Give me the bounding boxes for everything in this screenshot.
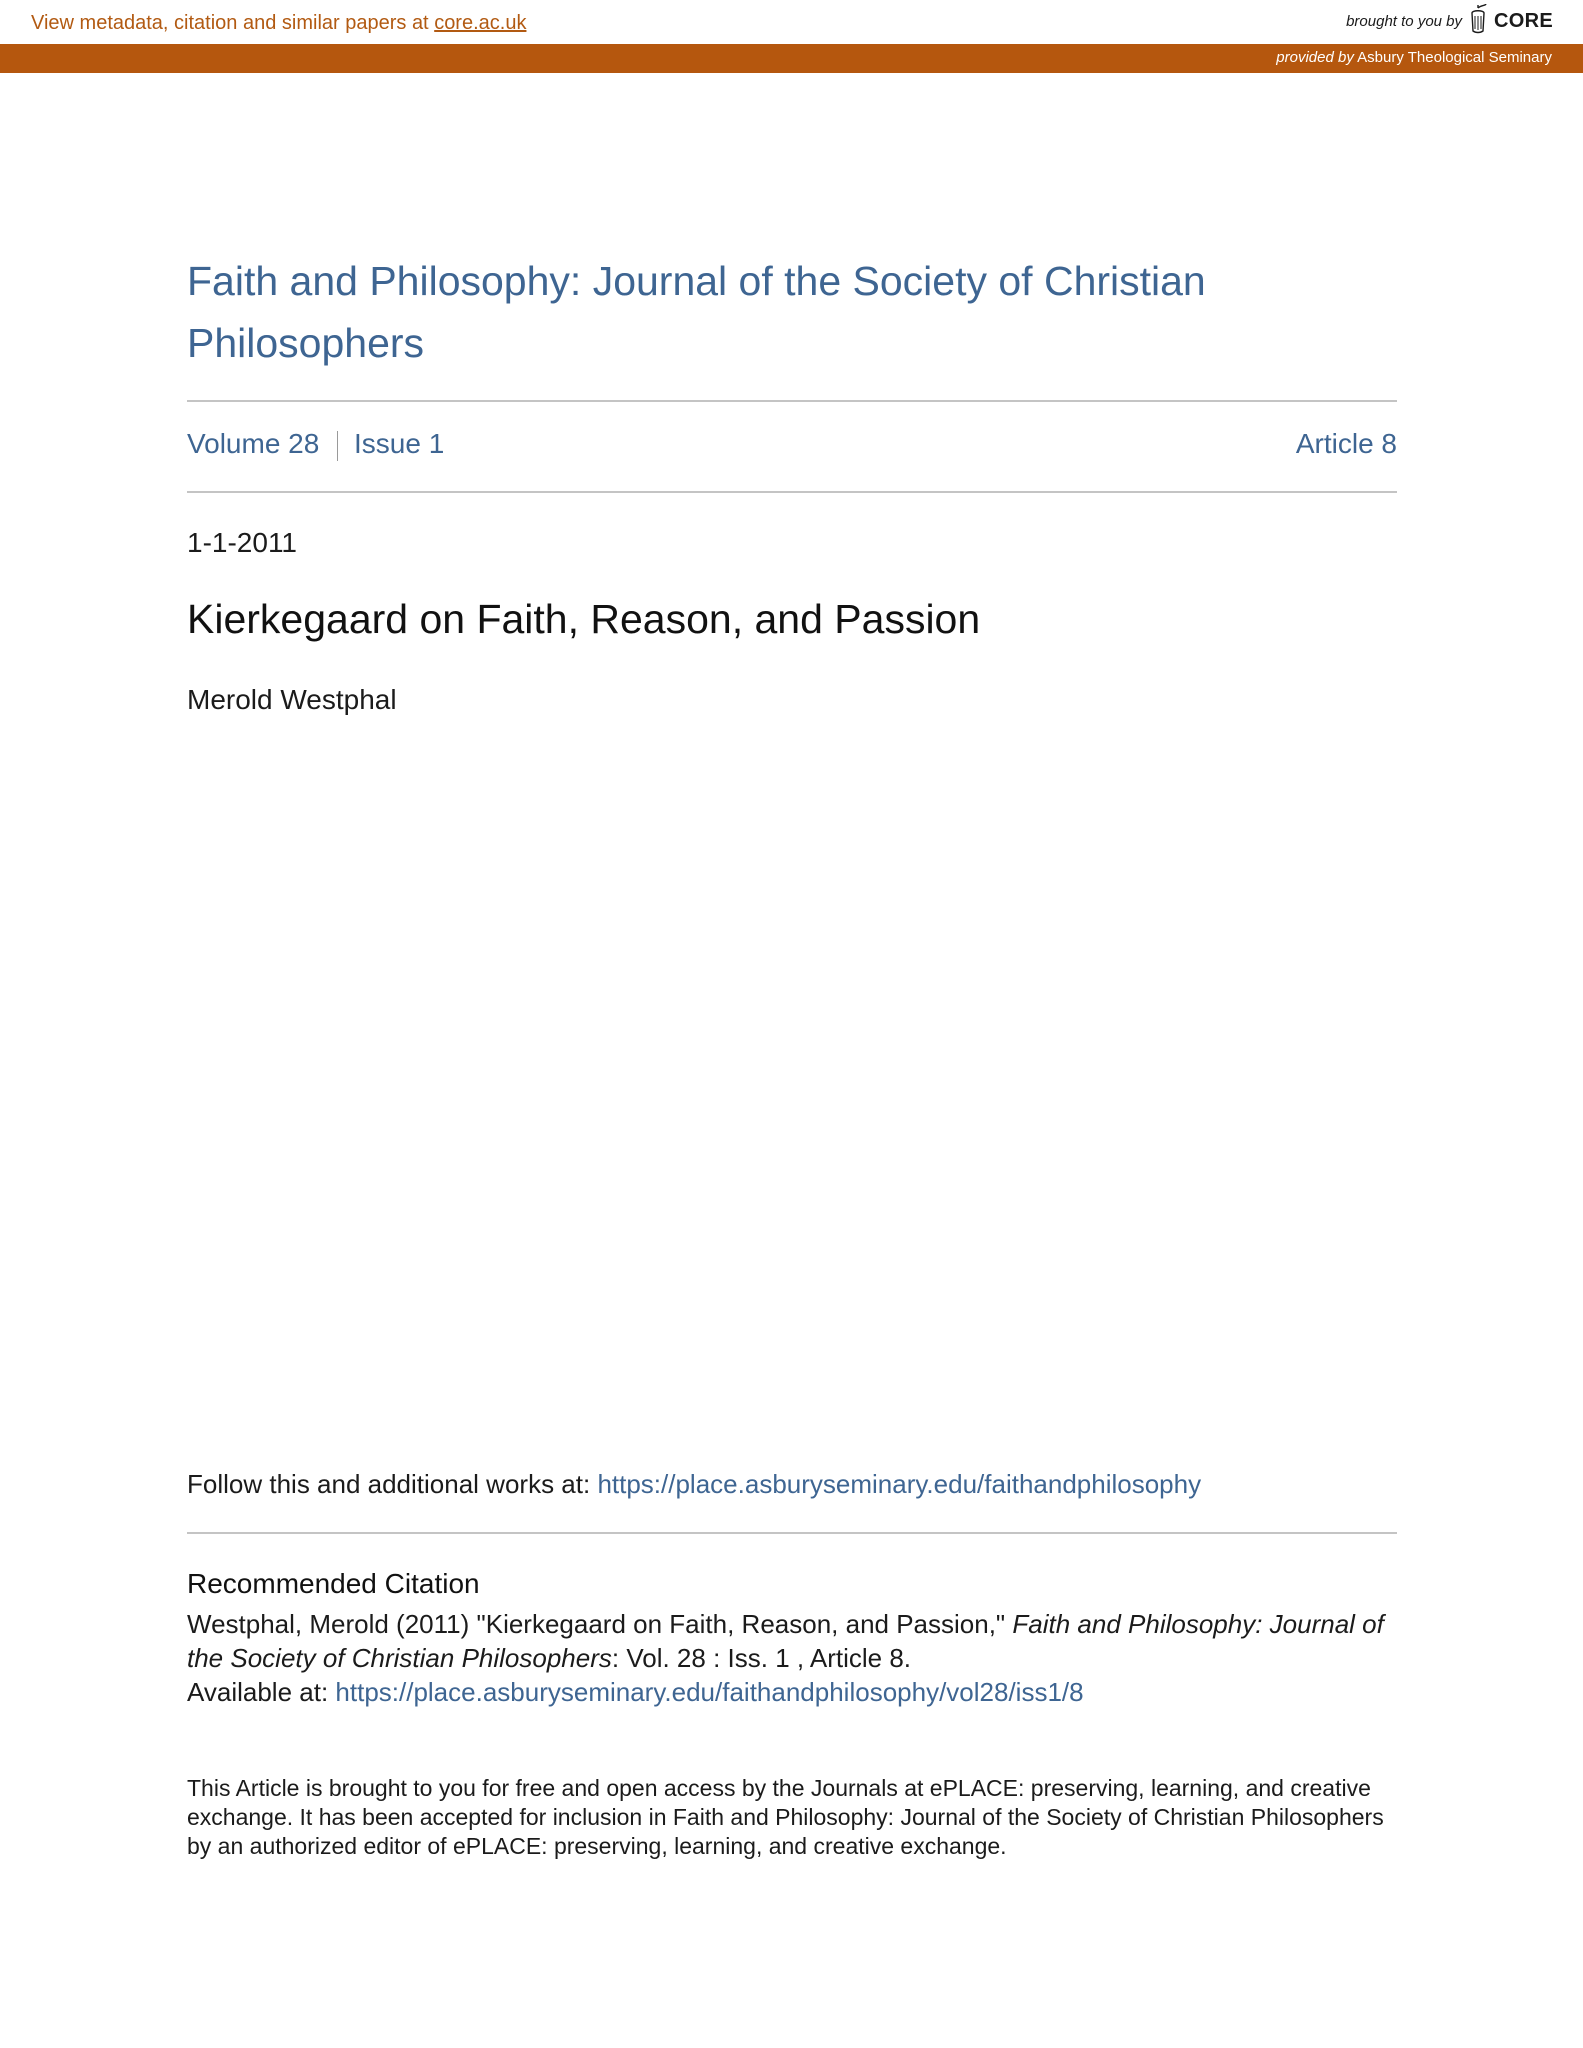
core-brought-to-you[interactable]: [1346, 4, 1553, 38]
divider-bottom: [187, 1532, 1397, 1534]
volume-issue-separator: [337, 431, 338, 461]
article-number[interactable]: Article 8: [1295, 428, 1397, 459]
citation-text: [187, 1607, 1387, 1675]
provided-label: provided by: [1276, 49, 1354, 66]
divider-top: [187, 400, 1397, 402]
core-logo-text: CORE: [1494, 9, 1553, 32]
core-provided-by: [1276, 49, 1552, 66]
divider-middle: [187, 491, 1397, 493]
follow-text: Follow this and additional works at:: [187, 1469, 598, 1499]
author-name: Merold Westphal: [187, 684, 397, 715]
core-brought-text: brought to you by: [1346, 12, 1463, 30]
available-at-link[interactable]: https://place.asburyseminary.edu/faithandphilosophy/vol28/iss1/8: [335, 1677, 1084, 1707]
core-link[interactable]: core.ac.uk: [434, 12, 527, 34]
core-provider-bar: [0, 44, 1583, 73]
recommended-citation-heading: Recommended Citation: [187, 1568, 480, 1599]
provider-name[interactable]: Asbury Theological Seminary: [1357, 49, 1552, 66]
journal-title[interactable]: Faith and Philosophy: Journal of the Society of Christian Philosophers: [187, 258, 1206, 366]
citation-part1: Westphal, Merold (2011) "Kierkegaard on Faith, Reason, and Passion,": [187, 1609, 1013, 1639]
volume-link[interactable]: Volume 28: [187, 428, 320, 459]
core-apple-icon: [1468, 4, 1488, 38]
volume-issue-row: [187, 428, 1397, 468]
available-at-line: [187, 1675, 1084, 1709]
core-header: [0, 0, 1583, 44]
citation-journal: Faith and Philosophy: Journal of the Society of Christian Philosophers: [187, 1609, 1384, 1673]
core-view-metadata: [31, 12, 526, 35]
issue-link[interactable]: Issue 1: [354, 428, 445, 459]
open-access-notice: This Article is brought to you for free and open access by the Journals at ePLACE: preserving, learning, and creative exchange. It has been accepted for inclusion in Faith and Philosophy: Journal of the Society of Christian Philosophers by an authorized editor of ePLACE: preserving, learning, and creative exchange.: [187, 1775, 1384, 1859]
available-at-text: Available at:: [187, 1677, 336, 1707]
follow-line: [187, 1469, 1201, 1500]
citation-part2: : Vol. 28 : Iss. 1 , Article 8.: [611, 1643, 912, 1673]
article-title: Kierkegaard on Faith, Reason, and Passion: [187, 596, 981, 642]
core-view-text: View metadata, citation and similar papers at: [31, 12, 435, 34]
follow-url-link[interactable]: https://place.asburyseminary.edu/faithandphilosophy: [597, 1469, 1202, 1499]
publication-date: 1-1-2011: [187, 527, 298, 558]
